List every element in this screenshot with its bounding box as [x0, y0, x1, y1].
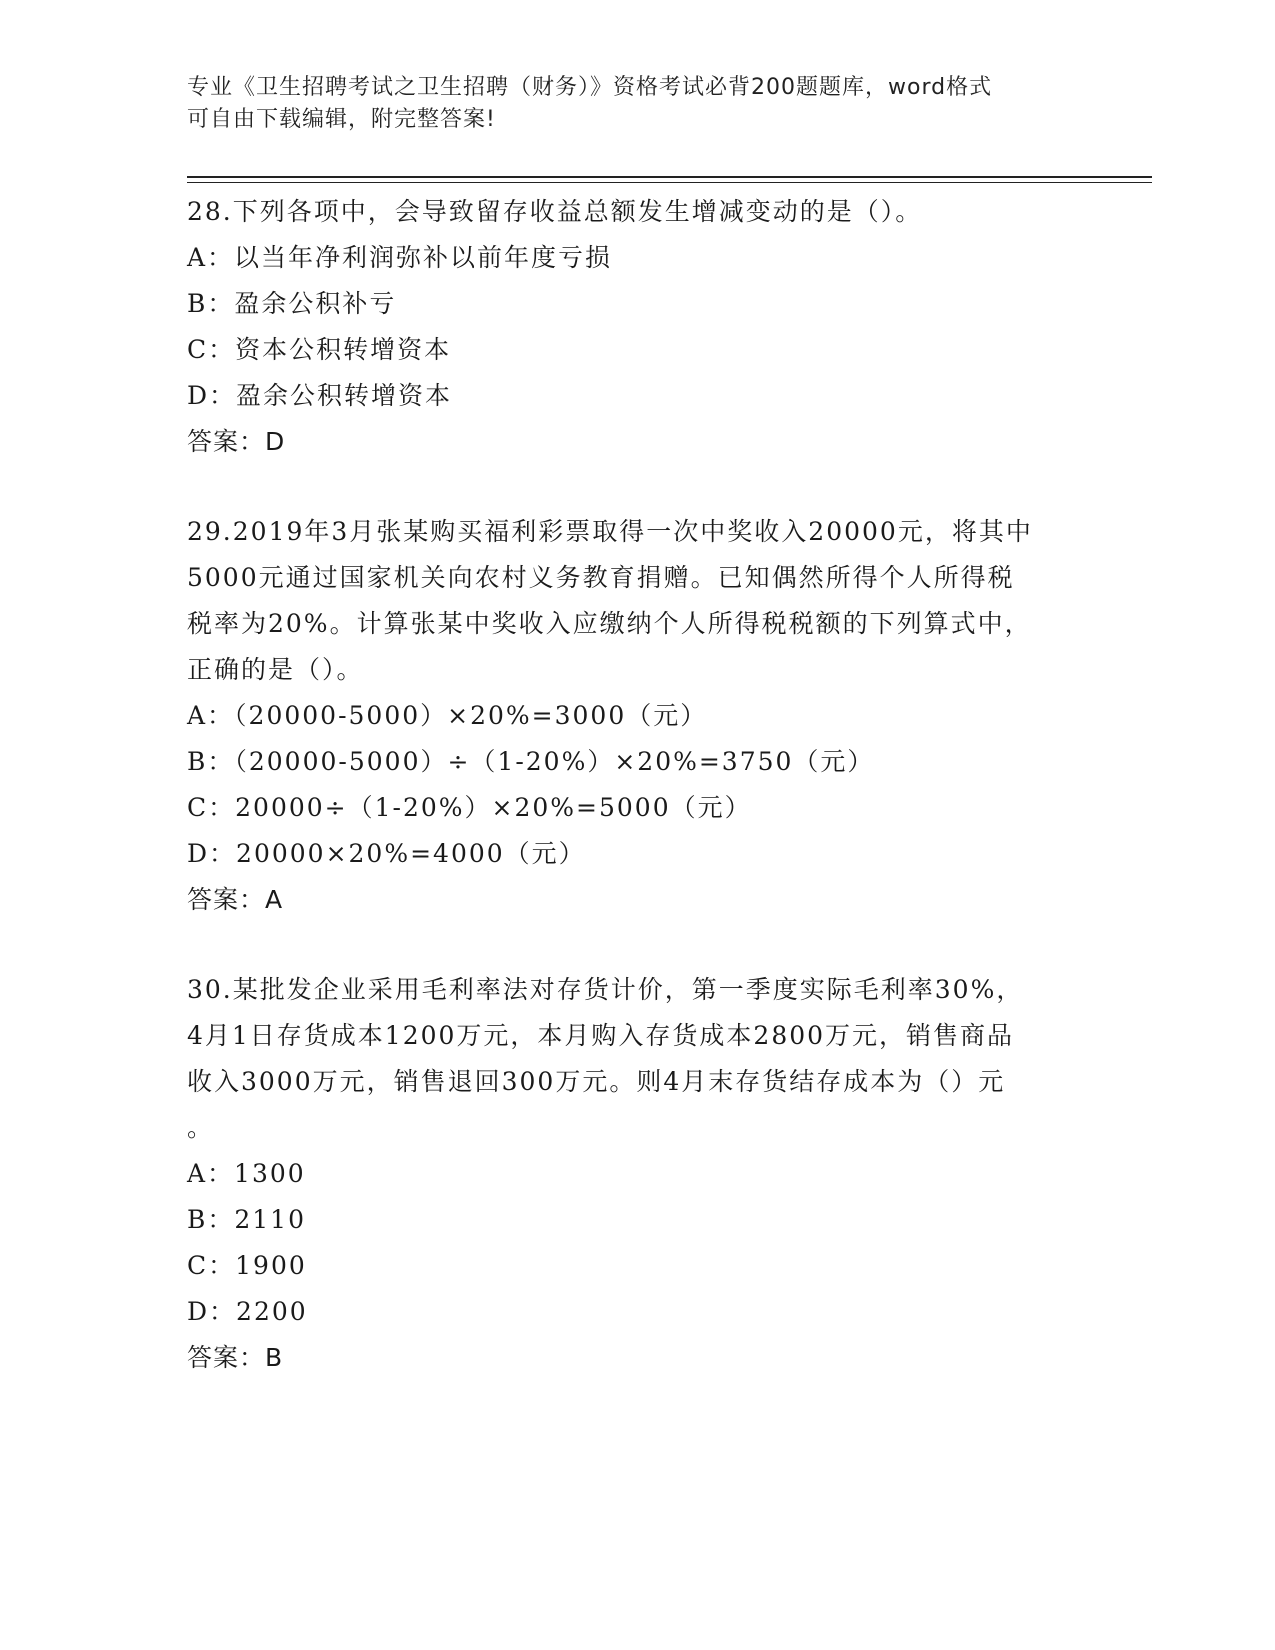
option-b: B：盈余公积补亏	[187, 289, 397, 318]
header-divider-thin	[187, 182, 1152, 183]
question-stem-line: 收入3000万元，销售退回300万元。则4月末存货结存成本为（）元	[187, 1067, 1006, 1096]
option-c: C：1900	[187, 1251, 307, 1280]
question-28	[187, 189, 1087, 465]
answer-label: 答案：B	[187, 1343, 284, 1372]
question-stem-line: 正确的是（）。	[187, 655, 364, 684]
option-d: D：2200	[187, 1297, 308, 1326]
option-b: B：2110	[187, 1205, 306, 1234]
question-stem-line: 税率为20%。计算张某中奖收入应缴纳个人所得税税额的下列算式中，	[187, 609, 1032, 638]
header-line-1: 专业《卫生招聘考试之卫生招聘（财务）》资格考试必背200题题库，word格式	[187, 75, 993, 100]
question-29	[187, 509, 1087, 923]
question-stem-line: 5000元通过国家机关向农村义务教育捐赠。已知偶然所得个人所得税	[187, 563, 1015, 592]
question-stem-line: 29.2019年3月张某购买福利彩票取得一次中奖收入20000元，将其中	[187, 517, 1033, 546]
option-c: C：资本公积转增资本	[187, 335, 452, 364]
answer-label: 答案：D	[187, 427, 286, 456]
question-stem-line: 。	[187, 1113, 215, 1142]
option-a: A：以当年净利润弥补以前年度亏损	[187, 243, 613, 272]
option-d: D：盈余公积转增资本	[187, 381, 453, 410]
question-30	[187, 967, 1087, 1381]
option-a: A：（20000-5000）×20%=3000（元）	[187, 701, 708, 730]
header-line-2: 可自由下载编辑，附完整答案!	[187, 107, 496, 132]
option-d: D：20000×20%=4000（元）	[187, 839, 586, 868]
question-spacer	[187, 923, 1087, 967]
document-header	[187, 72, 1067, 136]
question-stem-line: 30.某批发企业采用毛利率法对存货计价，第一季度实际毛利率30%，	[187, 975, 1024, 1004]
option-c: C：20000÷（1-20%）×20%=5000（元）	[187, 793, 752, 822]
question-stem-line: 4月1日存货成本1200万元，本月购入存货成本2800万元，销售商品	[187, 1021, 1015, 1050]
question-stem-line: 28.下列各项中，会导致留存收益总额发生增减变动的是（）。	[187, 197, 923, 226]
option-a: A：1300	[187, 1159, 306, 1188]
option-b: B：（20000-5000）÷（1-20%）×20%=3750（元）	[187, 747, 875, 776]
answer-label: 答案：A	[187, 885, 284, 914]
question-spacer	[187, 465, 1087, 509]
header-divider-thick	[187, 176, 1152, 178]
question-list	[187, 189, 1087, 1381]
